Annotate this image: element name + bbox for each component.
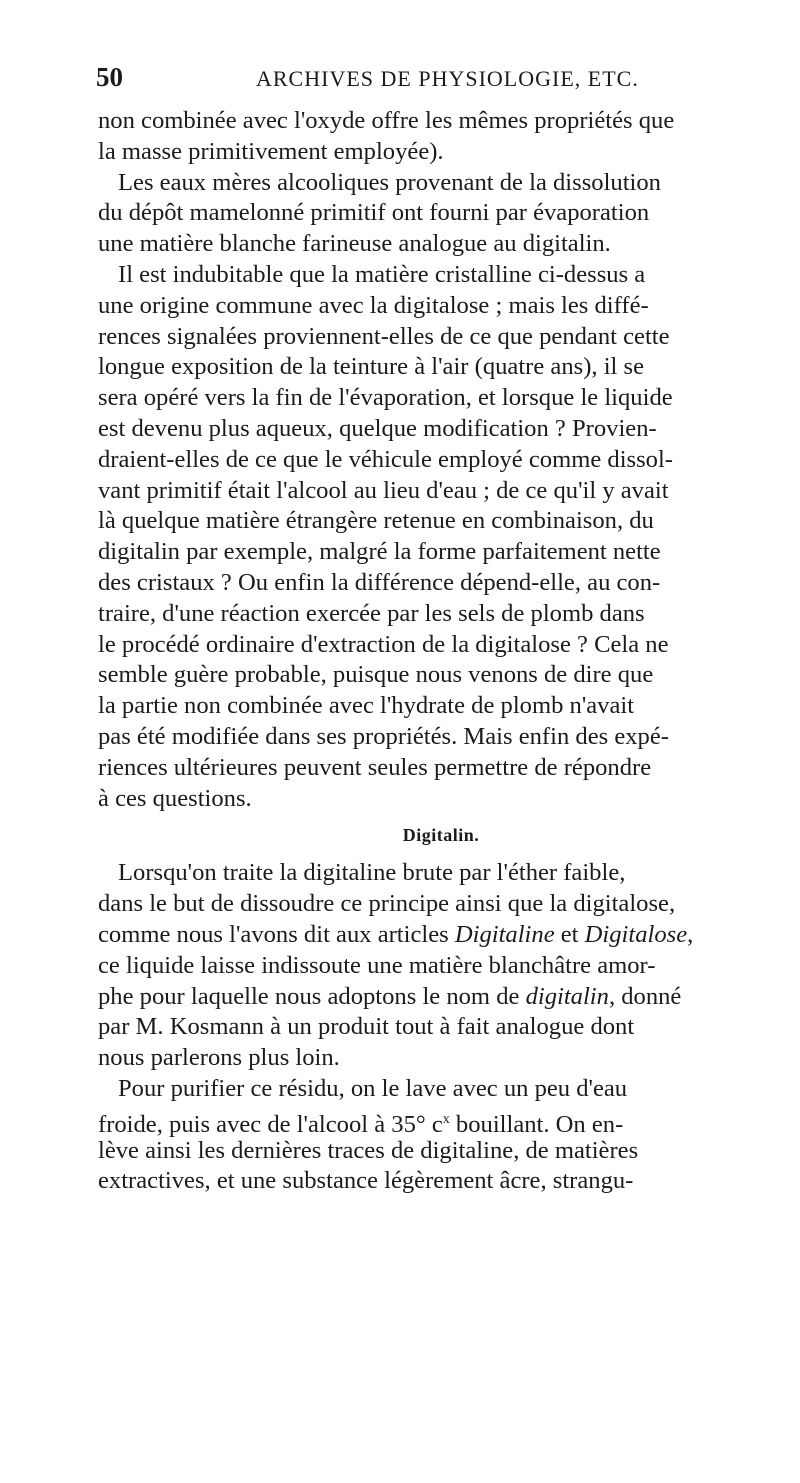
page-header: [96, 62, 772, 92]
text-line: Il est indubitable que la matière cristalline ci-dessus a: [118, 260, 646, 288]
text-line: Pour purifier ce résidu, on le lave avec un peu d'eau: [118, 1074, 628, 1102]
italic-term: Digitalose: [584, 920, 688, 948]
text-line: une origine commune avec la digitalose ; mais les diffé-: [98, 291, 649, 319]
text-line: digitalin par exemple, malgré la forme parfaitement nette: [98, 538, 661, 566]
text-line: [98, 920, 784, 951]
text-line: la partie non combinée avec l'hydrate de plomb n'avait: [98, 692, 635, 720]
text-segment: comme nous l'avons dit aux articles: [98, 920, 455, 948]
superscript: x: [442, 1111, 450, 1127]
text-line: une matière blanche farineuse analogue au digitalin.: [98, 230, 611, 258]
text-line: non combinée avec l'oxyde offre les mêmes propriétés que: [98, 107, 675, 134]
italic-term: digitalin: [525, 982, 609, 1010]
text-line: draient-elles de ce que le véhicule employé comme dissol-: [98, 445, 673, 473]
text-line: ce liquide laisse indissoute une matière blanchâtre amor-: [98, 951, 656, 979]
text-line: Lorsqu'on traite la digitaline brute par l'éther faible,: [118, 859, 626, 887]
text-segment: , donné: [608, 982, 682, 1010]
text-line: du dépôt mamelonné primitif ont fourni par évaporation: [98, 199, 650, 227]
text-line: la masse primitivement employée).: [98, 137, 444, 165]
text-segment: bouillant. On en-: [449, 1110, 624, 1138]
text-line: Les eaux mères alcooliques provenant de la dissolution: [118, 168, 661, 196]
text-line: là quelque matière étrangère retenue en combinaison, du: [98, 507, 654, 535]
section-title: Digitalin.: [402, 825, 480, 846]
text-segment: phe pour laquelle nous adoptons le nom de: [98, 982, 526, 1010]
text-line: des cristaux ? Ou enfin la différence dépend-elle, au con-: [98, 568, 661, 596]
text-line: dans le but de dissoudre ce principe ainsi que la digitalose,: [98, 890, 676, 918]
text-line: vant primitif était l'alcool au lieu d'eau ; de ce qu'il y avait: [98, 476, 669, 504]
text-line: extractives, et une substance légèrement âcre, strangu-: [98, 1167, 634, 1195]
text-line: semble guère probable, puisque nous venons de dire que: [98, 661, 654, 689]
italic-term: Digitaline: [454, 920, 555, 948]
text-line: riences ultérieures peuvent seules permettre de répondre: [98, 753, 652, 781]
text-segment: et: [554, 920, 585, 948]
text-line: par M. Kosmann à un produit tout à fait analogue dont: [98, 1013, 635, 1041]
text-segment: ,: [687, 920, 694, 948]
text-line: [98, 1105, 784, 1136]
text-line: longue exposition de la teinture à l'air (quatre ans), il se: [98, 353, 644, 381]
text-segment: froide, puis avec de l'alcool à 35° c: [98, 1110, 443, 1138]
body-text: [98, 106, 784, 1197]
text-line: lève ainsi les dernières traces de digitaline, de matières: [98, 1136, 639, 1164]
text-line: est devenu plus aqueux, quelque modification ? Provien-: [98, 414, 657, 442]
text-line: traire, d'une réaction exercée par les sels de plomb dans: [98, 599, 645, 627]
text-line: sera opéré vers la fin de l'évaporation, et lorsque le liquide: [98, 384, 673, 412]
text-line: le procédé ordinaire d'extraction de la digitalose ? Cela ne: [98, 630, 669, 658]
text-line: à ces questions.: [98, 784, 252, 812]
text-line: rences signalées proviennent-elles de ce que pendant cette: [98, 322, 670, 350]
text-line: nous parlerons plus loin.: [98, 1044, 340, 1072]
text-line: pas été modifiée dans ses propriétés. Mais enfin des expé-: [98, 722, 669, 750]
text-line: [98, 982, 784, 1013]
page-number: 50: [96, 62, 123, 92]
running-title: ARCHIVES DE PHYSIOLOGIE, ETC.: [256, 66, 639, 91]
